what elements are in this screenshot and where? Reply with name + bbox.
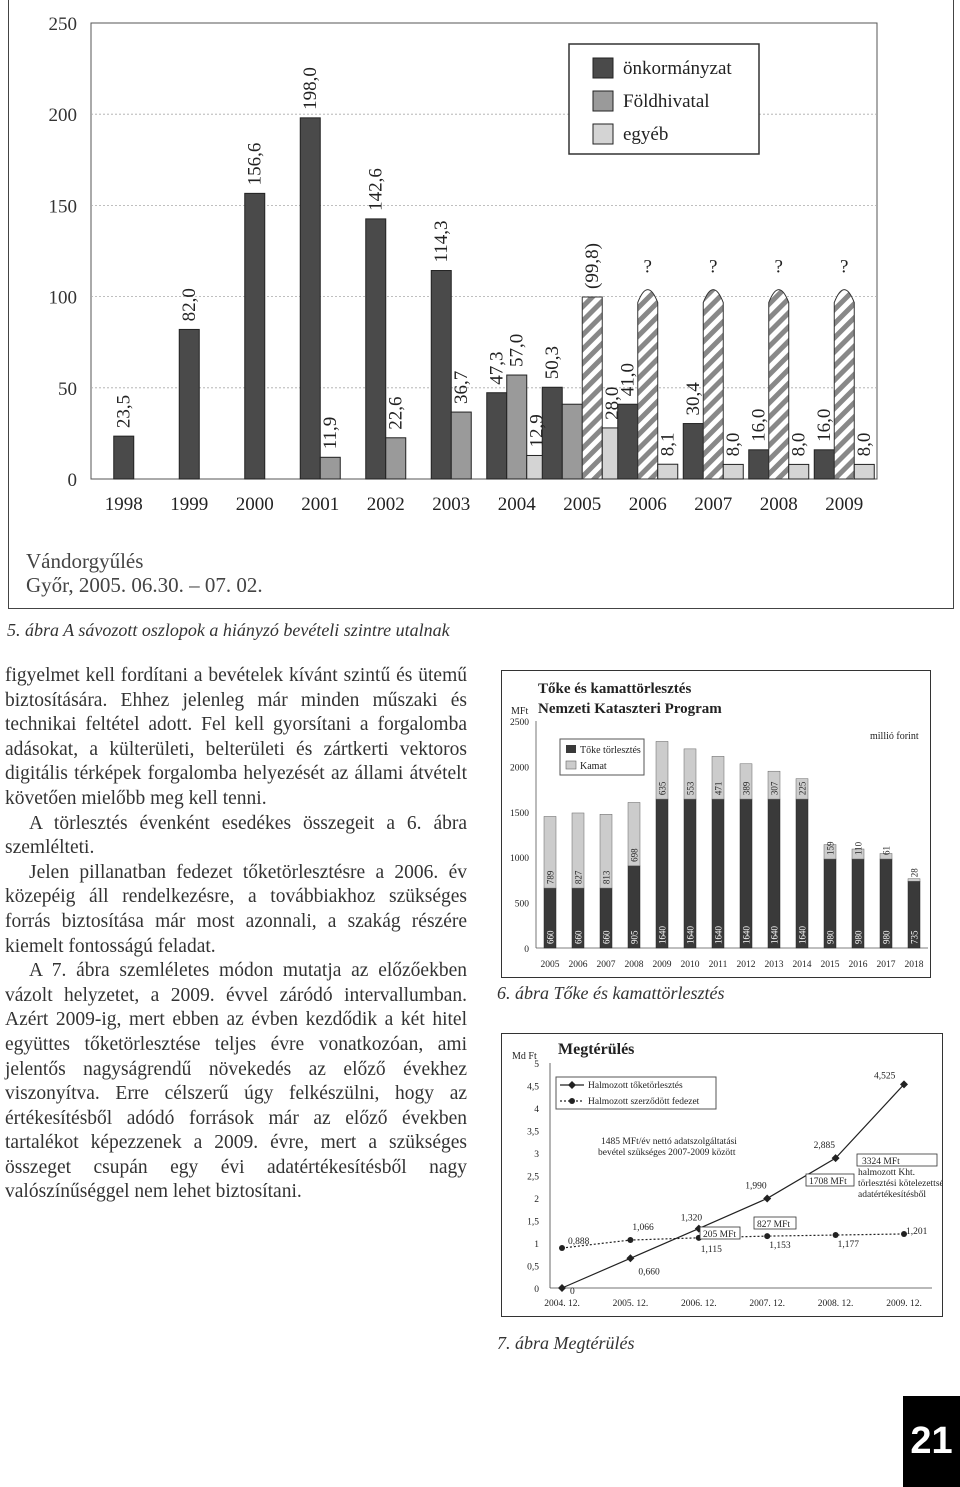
point-tőketörlesztés	[626, 1254, 634, 1262]
figure-6-legend	[560, 739, 644, 775]
x-tick-label: 2013	[764, 960, 784, 970]
bar-önkormányzat-1999	[179, 329, 199, 479]
bar-földhivatal-2003	[451, 412, 471, 479]
body-text	[5, 664, 467, 1205]
figure-6-unit-note: millió forint	[870, 731, 919, 742]
y-tick-label: 250	[48, 14, 77, 35]
bar-value-label: 28	[909, 868, 920, 878]
y-tick-label: 50	[58, 378, 77, 400]
legend-label-önkormányzat: önkormányzat	[623, 58, 732, 79]
bar-unknown-label: ?	[774, 256, 783, 278]
x-tick-label: 2015	[820, 960, 840, 970]
legend-label-kamat: Kamat	[580, 761, 607, 772]
y-tick-label: 2500	[510, 718, 529, 728]
bar-unknown-label: ?	[709, 256, 718, 278]
x-tick-label: 2007	[596, 960, 616, 970]
y-tick-label: 3,5	[527, 1127, 539, 1138]
point-fedezet	[764, 1233, 770, 1239]
bar-önkormányzat-2000	[245, 193, 265, 479]
y-tick-label: 1000	[510, 854, 529, 865]
figure-5-caption: 5. ábra A sávozott oszlopok a hiányzó bevételi szintre utalnak	[7, 620, 450, 640]
body-paragraph: Jelen pillanatban fedezet tőketörlesztésre a 2006. év közepéig áll rendelkezésre, a továbbiakhoz szükséges forrás biztosítása már most azonnali, a szakág részére kiemelt fontosságú feladat.	[5, 861, 467, 957]
figure-7-chart	[502, 1034, 942, 1316]
figure-7-title: Megtérülés	[558, 1041, 635, 1058]
bar-value-label: 110	[853, 841, 864, 856]
x-tick-label: 2006. 12.	[680, 1299, 717, 1309]
bar-value-label: 905	[629, 930, 640, 944]
bar-tőke-2013	[768, 799, 780, 948]
x-tick-label: 2008	[624, 960, 644, 970]
figure-6-subtitle: Nemzeti Kataszteri Program	[538, 701, 722, 717]
bar-value-label: 389	[741, 781, 752, 796]
bar-missing-2006	[638, 290, 658, 479]
bar-missing-2005	[582, 297, 602, 479]
y-tick-label: 2000	[510, 763, 529, 774]
bar-missing-2008	[769, 290, 789, 479]
bar-value-label: 8,0	[788, 432, 810, 457]
y-tick-label: 100	[48, 287, 77, 309]
bar-value-label: 41,0	[617, 362, 639, 397]
y-tick-label: 0	[524, 945, 529, 955]
bar-value-label: 8,0	[854, 432, 876, 457]
bar-value-label: 307	[769, 781, 780, 796]
bar-missing-2007	[703, 290, 723, 479]
bar-value-label: 1640	[685, 926, 696, 944]
point-value-label: 2,885	[813, 1141, 835, 1152]
body-paragraph: A törlesztés évenként esedékes összegeit a 6. ábra szemlélteti.	[5, 812, 467, 859]
bar-földhivatal-2001	[320, 457, 340, 479]
bar-value-label: 114,3	[431, 220, 453, 263]
bar-value-label: 57,0	[506, 333, 528, 368]
y-tick-label: 5	[534, 1060, 539, 1070]
y-tick-label: 2	[534, 1195, 539, 1205]
x-tick-label: 2016	[848, 960, 868, 970]
x-tick-label: 2004. 12.	[544, 1299, 580, 1309]
y-tick-label: 200	[48, 105, 77, 127]
x-tick-label: 2006	[628, 494, 667, 515]
x-tick-label: 2008. 12.	[817, 1299, 854, 1309]
y-tick-label: 500	[514, 899, 529, 910]
bar-value-label: 16,0	[748, 408, 770, 442]
bar-tőke-2009	[656, 799, 668, 948]
y-tick-label: 0	[67, 470, 77, 491]
figure-5-chart	[9, 0, 953, 608]
bar-value-label: 1640	[769, 926, 780, 944]
bar-value-label: 156,6	[244, 142, 266, 186]
x-tick-label: 2007	[694, 494, 733, 515]
y-tick-label: 2,5	[527, 1172, 539, 1183]
bar-value-label: 61	[881, 846, 892, 856]
bar-önkormányzat-2003	[431, 271, 451, 479]
point-value-label: 0	[570, 1287, 575, 1297]
bar-value-label: (99,8)	[582, 243, 604, 289]
bar-önkormányzat-1998	[114, 436, 134, 479]
bar-value-label: 8,1	[657, 432, 679, 457]
bar-value-label: 735	[909, 930, 920, 944]
x-tick-label: 2000	[235, 494, 274, 515]
x-tick-label: 2011	[708, 960, 728, 970]
bar-value-label: 1640	[797, 926, 808, 944]
bar-value-label: 660	[601, 930, 612, 944]
annotation-requirement: 1485 MFt/év nettó adatszolgáltatási bevétel szükséges 2007-2009 között	[598, 1137, 737, 1158]
y-tick-label: 4	[534, 1105, 539, 1115]
bar-value-label: 225	[797, 781, 808, 796]
bar-value-label: 698	[629, 848, 640, 862]
bar-önkormányzat-2009	[814, 450, 834, 479]
x-tick-label: 2007. 12.	[749, 1299, 786, 1309]
bar-kamat-2018	[908, 879, 920, 882]
point-value-label: 1,066	[632, 1223, 654, 1234]
point-value-label: 1,177	[837, 1240, 859, 1251]
bar-value-label: 660	[573, 930, 584, 944]
legend-swatch-egyéb	[593, 124, 613, 144]
legend-swatch-kamat	[566, 761, 576, 769]
legend-swatch-földhivatal	[593, 91, 613, 111]
body-paragraph: figyelmet kell fordítani a bevételek kívánt szintű és ütemű biztosítására. Ehhez jelenleg már minden műszaki és technikai feltétel adott. Fel kell gyorsítani a forgalomba adásokat, a külterületi, belterületi és zártkerti vektoros digitális térképek forgalomba helyezését az állami átvételt követően mielőbb meg kell tenni.	[5, 665, 467, 809]
bar-value-label: 827	[573, 870, 584, 885]
x-tick-label: 2005	[563, 494, 602, 515]
bar-value-label: 23,5	[113, 394, 135, 429]
bar-önkormányzat-2008	[749, 450, 769, 479]
bar-value-label: 789	[545, 870, 556, 885]
figure-7	[501, 1033, 943, 1317]
annotation-3324: 3324 MFt halmozott Kht. törlesztési kötelezettség adatértékesítésből	[858, 1157, 942, 1200]
bar-value-label: 980	[853, 930, 864, 944]
bar-value-label: 11,9	[320, 416, 342, 450]
figure-5	[8, 0, 954, 609]
bar-value-label: 198,0	[300, 67, 322, 110]
bar-value-label: 159	[825, 841, 836, 856]
bar-földhivatal-2004	[507, 375, 527, 479]
y-tick-label: 150	[48, 196, 77, 218]
event-place: Győr, 2005. 06.30. – 07. 02.	[26, 573, 263, 597]
x-tick-label: 2009	[825, 494, 864, 515]
point-value-label: 0,888	[568, 1237, 590, 1248]
legend-label-egyéb: egyéb	[623, 124, 669, 145]
point-value-label: 4,525	[874, 1071, 896, 1082]
legend-swatch-önkormányzat	[593, 58, 613, 78]
x-tick-label: 2014	[792, 960, 812, 970]
point-value-label: 1,201	[906, 1226, 928, 1237]
bar-önkormányzat-2001	[300, 118, 320, 479]
bar-unknown-label: ?	[840, 256, 849, 278]
bar-önkormányzat-2004	[487, 393, 507, 479]
x-tick-label: 2005	[540, 960, 560, 970]
bar-tőke-2012	[740, 799, 752, 948]
bar-önkormányzat-2002	[366, 219, 386, 479]
bar-value-label: 980	[881, 930, 892, 944]
point-fedezet	[627, 1237, 633, 1243]
point-fedezet	[559, 1245, 565, 1251]
bar-földhivatal-2002	[386, 438, 406, 479]
annotation-827: 827 MFt	[757, 1220, 790, 1230]
figure-7-caption: 7. ábra Megtérülés	[497, 1333, 635, 1353]
bar-földhivatal-2005	[562, 404, 582, 479]
body-paragraph: A 7. ábra szemléletes módon mutatja az előzőekben vázolt helyzetet, a 2009. évvel záródó intervallumban. Azért 2009-ig, mert ebben az évben kezdődik a két hitel együttes tőketörlesztése teljes évre vonatkozóan, ami jelentős nagyságrendű növekedés az előző évekhez viszonyítva. Erre célszerű úgy felkészülni, hogy az értékesítésből adódó források már az előző években tartalékot képezzenek a 2009. évre, mert a szükséges összeget csupán egy évi adatértékesítésből nagy valószínűséggel nem lehet biztosítani.	[5, 960, 467, 1203]
bar-value-label: 82,0	[179, 288, 201, 322]
y-tick-label: 1500	[510, 808, 529, 819]
x-tick-label: 2012	[736, 960, 756, 970]
point-value-label: 1,990	[745, 1181, 767, 1192]
bar-value-label: 47,3	[486, 351, 508, 385]
bar-value-label: 635	[657, 781, 668, 796]
event-name: Vándorgyűlés	[26, 549, 144, 573]
point-tőketörlesztés	[763, 1194, 771, 1202]
bar-value-label: 28,0	[602, 386, 624, 420]
point-value-label: 1,115	[700, 1244, 722, 1255]
x-tick-label: 2018	[904, 960, 924, 970]
bar-value-label: 813	[601, 870, 612, 885]
annotation-1708: 1708 MFt	[809, 1177, 847, 1187]
page-number: 21	[903, 1396, 960, 1487]
y-tick-label: 1,5	[527, 1217, 539, 1228]
y-tick-label: 0,5	[527, 1262, 539, 1273]
x-tick-label: 2005. 12.	[612, 1299, 649, 1309]
bar-egyéb-2006	[658, 464, 678, 479]
x-tick-label: 2001	[301, 494, 340, 515]
legend-swatch-tőke	[566, 745, 576, 753]
bar-önkormányzat-2007	[683, 424, 703, 479]
x-tick-label: 1999	[170, 494, 209, 515]
bar-tőke-2014	[796, 799, 808, 948]
figure-7-ylabel: Md Ft	[512, 1051, 537, 1062]
x-tick-label: 2010	[680, 960, 700, 970]
point-tőketörlesztés	[558, 1284, 566, 1292]
bar-value-label: 8,0	[723, 432, 745, 457]
bar-value-label: 660	[545, 930, 556, 944]
bar-egyéb-2007	[723, 464, 743, 479]
bar-value-label: 142,6	[365, 168, 387, 211]
bar-missing-2009	[834, 290, 854, 479]
legend-label-tőketörlesztés: Halmozott tőketörlesztés	[588, 1081, 683, 1091]
bar-egyéb-2008	[789, 464, 809, 479]
bar-egyéb-2009	[854, 464, 874, 479]
bar-value-label: 30,4	[683, 382, 705, 416]
x-tick-label: 2003	[432, 494, 471, 515]
legend-label-földhivatal: Földhivatal	[623, 91, 710, 112]
figure-6-ylabel: MFt	[511, 706, 529, 717]
figure-6	[501, 670, 931, 978]
point-value-label: 0,660	[638, 1267, 660, 1278]
bar-value-label: 22,6	[385, 396, 407, 430]
x-tick-label: 2002	[366, 494, 405, 515]
figure-7-legend	[556, 1077, 716, 1109]
bar-value-label: 12,9	[526, 414, 548, 448]
bar-unknown-label: ?	[643, 256, 652, 278]
annotation-205: 205 MFt	[703, 1230, 736, 1240]
x-tick-label: 2009. 12.	[886, 1299, 922, 1309]
y-tick-label: 3	[534, 1150, 539, 1160]
bar-value-label: 553	[685, 781, 696, 796]
bar-value-label: 471	[713, 781, 724, 796]
bar-value-label: 16,0	[814, 408, 836, 442]
bar-value-label: 1640	[657, 926, 668, 944]
y-tick-label: 1	[534, 1240, 539, 1250]
x-tick-label: 2017	[876, 960, 896, 970]
x-tick-label: 2008	[759, 494, 798, 515]
point-value-label: 1,153	[769, 1241, 791, 1252]
figure-6-chart	[502, 671, 930, 977]
bar-tőke-2011	[712, 799, 724, 948]
bar-value-label: 980	[825, 930, 836, 944]
figure-6-title: Tőke és kamattörlesztés	[538, 681, 692, 697]
legend-label-fedezet: Halmozott szerződött fedezet	[588, 1097, 700, 1107]
bar-tőke-2010	[684, 799, 696, 948]
point-value-label: 1,320	[680, 1213, 703, 1224]
bar-value-label: 36,7	[451, 370, 473, 405]
bar-value-label: 1640	[741, 926, 752, 944]
legend-label-tőke: Tőke törlesztés	[580, 745, 641, 756]
figure-5-legend	[569, 44, 759, 154]
x-tick-label: 1998	[104, 494, 143, 515]
figure-6-caption: 6. ábra Tőke és kamattörlesztés	[497, 983, 725, 1003]
point-fedezet	[833, 1232, 839, 1238]
bar-value-label: 1640	[713, 926, 724, 944]
y-tick-label: 4,5	[527, 1082, 539, 1093]
y-tick-label: 0	[534, 1285, 539, 1295]
x-tick-label: 2004	[497, 494, 536, 515]
bar-value-label: 50,3	[542, 346, 564, 380]
x-tick-label: 2009	[652, 960, 672, 970]
x-tick-label: 2006	[568, 960, 588, 970]
